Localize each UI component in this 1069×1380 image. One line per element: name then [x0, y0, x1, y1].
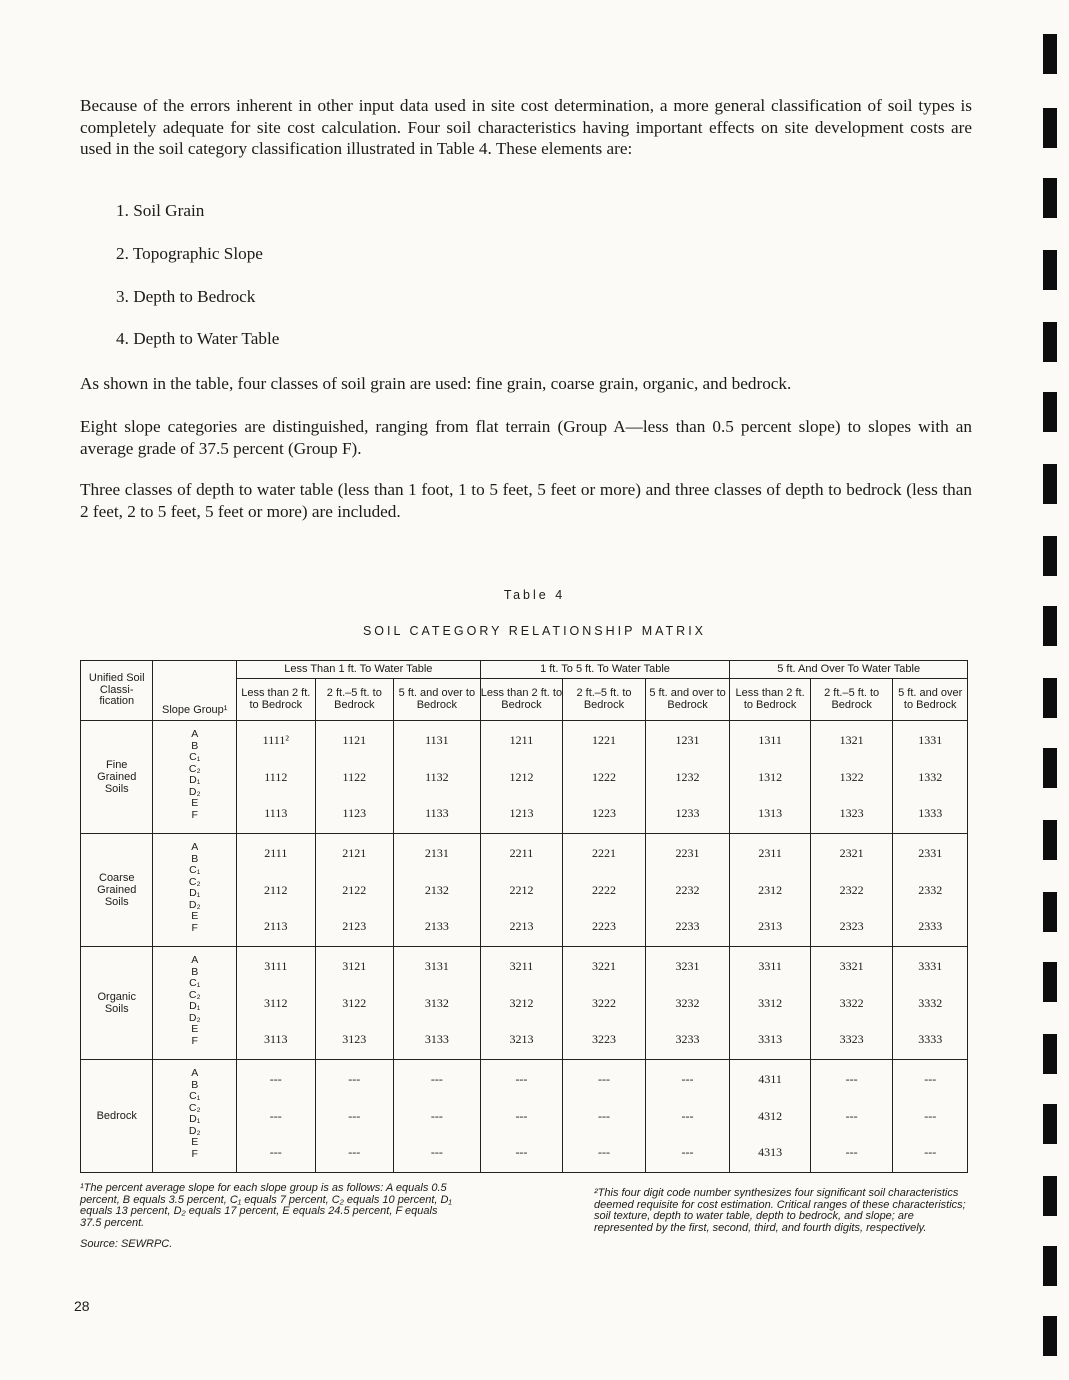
code-value: 3333: [918, 1032, 943, 1046]
code-value: ---: [681, 1072, 694, 1086]
code-value: 1131: [425, 733, 449, 747]
list-item: 2. Topographic Slope: [116, 244, 263, 263]
code-value: 2133: [424, 919, 449, 933]
code-value: 3112: [264, 995, 288, 1010]
code-value: 3133: [424, 1032, 449, 1046]
soil-category-matrix: [80, 660, 968, 1173]
list-item: 4. Depth to Water Table: [116, 329, 280, 348]
table-title: SOIL CATEGORY RELATIONSHIP MATRIX: [362, 624, 707, 638]
code-cell: [810, 1060, 893, 1173]
code-cell: [480, 947, 563, 1060]
code-cell: [730, 1060, 811, 1173]
soil-class-label: Coarse Grained Soils: [81, 834, 153, 947]
code-value: 2112: [264, 882, 288, 897]
depth-paragraph: Three classes of depth to water table (less than 1 foot, 1 to 5 feet, 5 feet or more) and three classes of depth to bedrock (less than 2 feet, 2 to 5 feet, 5 feet or more) are included.: [80, 480, 972, 521]
header-bedrock-depth: 2 ft.–5 ft. to Bedrock: [810, 679, 893, 721]
code-value: 2213: [509, 919, 534, 933]
code-value: 3322: [839, 995, 864, 1010]
matrix-body: [81, 721, 968, 1173]
binding-mark: [1043, 536, 1057, 576]
code-cell: [480, 834, 563, 947]
code-cell: [237, 1060, 316, 1173]
header-bedrock-depth: Less than 2 ft. to Bedrock: [237, 679, 316, 721]
table-row: [81, 834, 968, 947]
code-value: 2131: [424, 846, 449, 860]
footnote-slope-percent: ¹The percent average slope for each slope group is as follows: A equals 0.5 percent, B equals 3.5 percent, C₁ equals 7 percent, C₂ equals 10 percent, D₁ equals 13 percent, D₂ equals 17 percent, E equals 24.5 percent, F equals 37.5 percent.: [80, 1182, 452, 1229]
table-row: [81, 721, 968, 834]
code-value: 3233: [675, 1032, 700, 1046]
binding-mark: [1043, 178, 1057, 218]
header-unified-soil-classification: Unified Soil Classi- fication: [81, 661, 153, 721]
code-cell: [237, 721, 316, 834]
code-cell: [237, 947, 316, 1060]
code-value: 1311: [758, 733, 782, 747]
intro-paragraph: Because of the errors inherent in other input data used in site cost determination, a more general classification of soil types is completely adequate for site cost calculation. Four soil characteristics having important effects on site development costs are used in the soil category classification illustrated in Table 4. These elements are:: [80, 96, 972, 158]
code-cell: [315, 834, 394, 947]
code-value: 2132: [424, 882, 449, 897]
list-item: 3. Depth to Bedrock: [116, 287, 256, 306]
slope-group-labels: [153, 834, 237, 947]
code-value: ---: [924, 1108, 937, 1123]
code-value: 2313: [758, 919, 783, 933]
code-value: ---: [430, 1072, 443, 1086]
code-value: ---: [597, 1108, 610, 1123]
code-value: 1321: [839, 733, 864, 747]
code-value: 2222: [591, 882, 616, 897]
code-value: 1123: [342, 806, 367, 820]
code-value: 1313: [758, 806, 783, 820]
table-row: [81, 1060, 968, 1173]
code-value: 1333: [918, 806, 943, 820]
code-value: 3323: [839, 1032, 864, 1046]
header-bedrock-depth: Less than 2 ft. to Bedrock: [730, 679, 811, 721]
code-value: 1112: [264, 769, 288, 784]
code-value: 2212: [509, 882, 534, 897]
header-bedrock-depth: 2 ft.–5 ft. to Bedrock: [563, 679, 646, 721]
code-value: 3111: [264, 959, 288, 973]
code-value: 3232: [675, 995, 700, 1010]
binding-mark: [1043, 1104, 1057, 1144]
code-value: 2111: [264, 846, 288, 860]
header-bedrock-depth: 5 ft. and over to Bedrock: [893, 679, 968, 721]
binding-mark: [1043, 464, 1057, 504]
code-value: 3113: [264, 1032, 288, 1046]
code-cell: [893, 834, 968, 947]
code-value: 1133: [425, 806, 449, 820]
code-value: 2121: [342, 846, 367, 860]
code-value: ---: [845, 1145, 858, 1159]
code-value: 2331: [918, 846, 943, 860]
code-value: ---: [515, 1072, 528, 1086]
slope-group-list: A B C₁ C₂ D₁ D₂ E F: [188, 728, 201, 821]
code-value: ---: [269, 1072, 282, 1086]
code-value: ---: [430, 1108, 443, 1123]
binding-mark: [1043, 322, 1057, 362]
code-value: 2312: [758, 882, 783, 897]
table-number: Table 4: [503, 588, 566, 602]
slope-group-labels: [153, 1060, 237, 1173]
binding-mark: [1043, 748, 1057, 788]
code-value: 3321: [839, 959, 864, 973]
code-cell: [315, 721, 394, 834]
code-value: 1122: [342, 769, 367, 784]
code-value: 1232: [675, 769, 700, 784]
code-value: 1211: [509, 733, 534, 747]
code-value: ---: [597, 1072, 610, 1086]
soil-class-label: Bedrock: [81, 1060, 153, 1173]
code-value: 3123: [342, 1032, 367, 1046]
code-value: ---: [430, 1145, 443, 1159]
code-value: 1323: [839, 806, 864, 820]
code-value: 3122: [342, 995, 367, 1010]
code-value: 3211: [509, 959, 534, 973]
code-value: 1221: [591, 733, 616, 747]
header-water-table-group: 1 ft. To 5 ft. To Water Table: [480, 661, 730, 679]
code-value: ---: [924, 1072, 937, 1086]
code-value: 3121: [342, 959, 367, 973]
code-cell: [730, 834, 811, 947]
code-value: 1233: [675, 806, 700, 820]
code-value: 1222: [591, 769, 616, 784]
binding-mark: [1043, 1034, 1057, 1074]
code-value: 2122: [342, 882, 367, 897]
code-cell: [563, 1060, 646, 1173]
code-value: 2321: [839, 846, 864, 860]
code-cell: [480, 721, 563, 834]
code-cell: [563, 947, 646, 1060]
code-cell: [394, 947, 481, 1060]
code-value: ---: [515, 1145, 528, 1159]
code-value: 3213: [509, 1032, 534, 1046]
code-value: ---: [845, 1072, 858, 1086]
slope-group-labels: [153, 947, 237, 1060]
code-cell: [645, 1060, 730, 1173]
header-bedrock-depth: Less than 2 ft. to Bedrock: [480, 679, 563, 721]
binding-mark: [1043, 1316, 1057, 1356]
code-value: 3221: [591, 959, 616, 973]
code-cell: [563, 721, 646, 834]
soil-class-label: Fine Grained Soils: [81, 721, 153, 834]
code-cell: [315, 947, 394, 1060]
header-slope-group: Slope Group¹: [153, 661, 237, 721]
code-value: 1322: [839, 769, 864, 784]
binding-mark: [1043, 892, 1057, 932]
code-value: ---: [597, 1145, 610, 1159]
binding-mark: [1043, 250, 1057, 290]
code-value: 2332: [918, 882, 943, 897]
soil-class-label: Organic Soils: [81, 947, 153, 1060]
slope-group-labels: [153, 721, 237, 834]
code-cell: [480, 1060, 563, 1173]
page-number: 28: [74, 1298, 90, 1314]
code-value: 1332: [918, 769, 943, 784]
code-value: 1223: [591, 806, 616, 820]
code-value: 3231: [675, 959, 700, 973]
code-value: ---: [681, 1145, 694, 1159]
code-cell: [810, 721, 893, 834]
code-value: 1121: [342, 733, 367, 747]
code-value: 1231: [675, 733, 700, 747]
slope-group-list: A B C₁ C₂ D₁ D₂ E F: [188, 954, 201, 1047]
header-bedrock-depth: 5 ft. and over to Bedrock: [645, 679, 730, 721]
header-bedrock-depth: 5 ft. and over to Bedrock: [394, 679, 481, 721]
code-value: 1312: [758, 769, 783, 784]
code-value: 2322: [839, 882, 864, 897]
binding-mark: [1043, 392, 1057, 432]
code-value: 1113: [264, 806, 288, 820]
code-value: 3313: [758, 1032, 783, 1046]
code-value: 3331: [918, 959, 943, 973]
code-value: 2311: [758, 846, 782, 860]
binding-mark: [1043, 820, 1057, 860]
code-value: ---: [924, 1145, 937, 1159]
code-cell: [730, 721, 811, 834]
code-cell: [645, 834, 730, 947]
code-value: 3312: [758, 995, 783, 1010]
code-value: ---: [681, 1108, 694, 1123]
code-value: 2211: [509, 846, 534, 860]
code-value: 3311: [758, 959, 782, 973]
code-cell: [237, 834, 316, 947]
slope-group-list: A B C₁ C₂ D₁ D₂ E F: [188, 841, 201, 934]
code-value: ---: [515, 1108, 528, 1123]
code-value: 1213: [509, 806, 534, 820]
code-cell: [315, 1060, 394, 1173]
code-value: ---: [845, 1108, 858, 1123]
code-cell: [645, 947, 730, 1060]
code-value: ---: [348, 1145, 361, 1159]
code-cell: [893, 1060, 968, 1173]
source-note: Source: SEWRPC.: [80, 1238, 173, 1250]
header-water-table-group: Less Than 1 ft. To Water Table: [237, 661, 481, 679]
code-cell: [394, 1060, 481, 1173]
binding-mark: [1043, 1246, 1057, 1286]
slope-paragraph: Eight slope categories are distinguished, ranging from flat terrain (Group A—less than 0.5 percent slope) to slopes with an average grade of 37.5 percent (Group F).: [80, 417, 972, 458]
code-cell: [893, 721, 968, 834]
code-value: ---: [348, 1072, 361, 1086]
code-value: 3332: [918, 995, 943, 1010]
code-cell: [730, 947, 811, 1060]
header-bedrock-depth: 2 ft.–5 ft. to Bedrock: [315, 679, 394, 721]
code-value: ---: [269, 1145, 282, 1159]
code-value: 4311: [758, 1072, 782, 1086]
code-value: 3131: [424, 959, 449, 973]
code-cell: [810, 834, 893, 947]
binding-mark: [1043, 962, 1057, 1002]
code-value: 3222: [591, 995, 616, 1010]
code-value: 2221: [591, 846, 616, 860]
code-cell: [394, 834, 481, 947]
binding-mark: [1043, 678, 1057, 718]
code-value: 1111²: [262, 733, 289, 747]
slope-group-list: A B C₁ C₂ D₁ D₂ E F: [188, 1067, 201, 1160]
footnote-code-number: ²This four digit code number synthesizes four significant soil characteristics deemed requisite for cost estimation. Critical ranges of these characteristics; soil texture, depth to water table, depth to bedrock, and slope; are represented by the first, second, third, and fourth digits, respectively.: [594, 1187, 966, 1234]
code-value: 2123: [342, 919, 367, 933]
binding-mark: [1043, 1176, 1057, 1216]
code-value: ---: [269, 1108, 282, 1123]
binding-mark: [1043, 108, 1057, 148]
soil-grain-paragraph: As shown in the table, four classes of soil grain are used: fine grain, coarse grain, organic, and bedrock.: [80, 374, 792, 393]
code-value: 1132: [425, 769, 449, 784]
code-value: 2223: [591, 919, 616, 933]
code-cell: [394, 721, 481, 834]
code-cell: [645, 721, 730, 834]
code-value: ---: [348, 1108, 361, 1123]
table-row: [81, 947, 968, 1060]
binding-mark: [1043, 34, 1057, 74]
code-value: 2231: [675, 846, 700, 860]
code-value: 3223: [591, 1032, 616, 1046]
code-value: 4312: [758, 1108, 783, 1123]
code-value: 3212: [509, 995, 534, 1010]
code-value: 3132: [424, 995, 449, 1010]
list-item: 1. Soil Grain: [116, 201, 205, 220]
code-cell: [893, 947, 968, 1060]
code-value: 1331: [918, 733, 943, 747]
code-value: 2233: [675, 919, 700, 933]
code-value: 2113: [264, 919, 288, 933]
header-water-table-group: 5 ft. And Over To Water Table: [730, 661, 968, 679]
code-cell: [563, 834, 646, 947]
code-value: 2333: [918, 919, 943, 933]
code-value: 2323: [839, 919, 864, 933]
code-value: 4313: [758, 1145, 783, 1159]
code-value: 1212: [509, 769, 534, 784]
code-value: 2232: [675, 882, 700, 897]
code-cell: [810, 947, 893, 1060]
